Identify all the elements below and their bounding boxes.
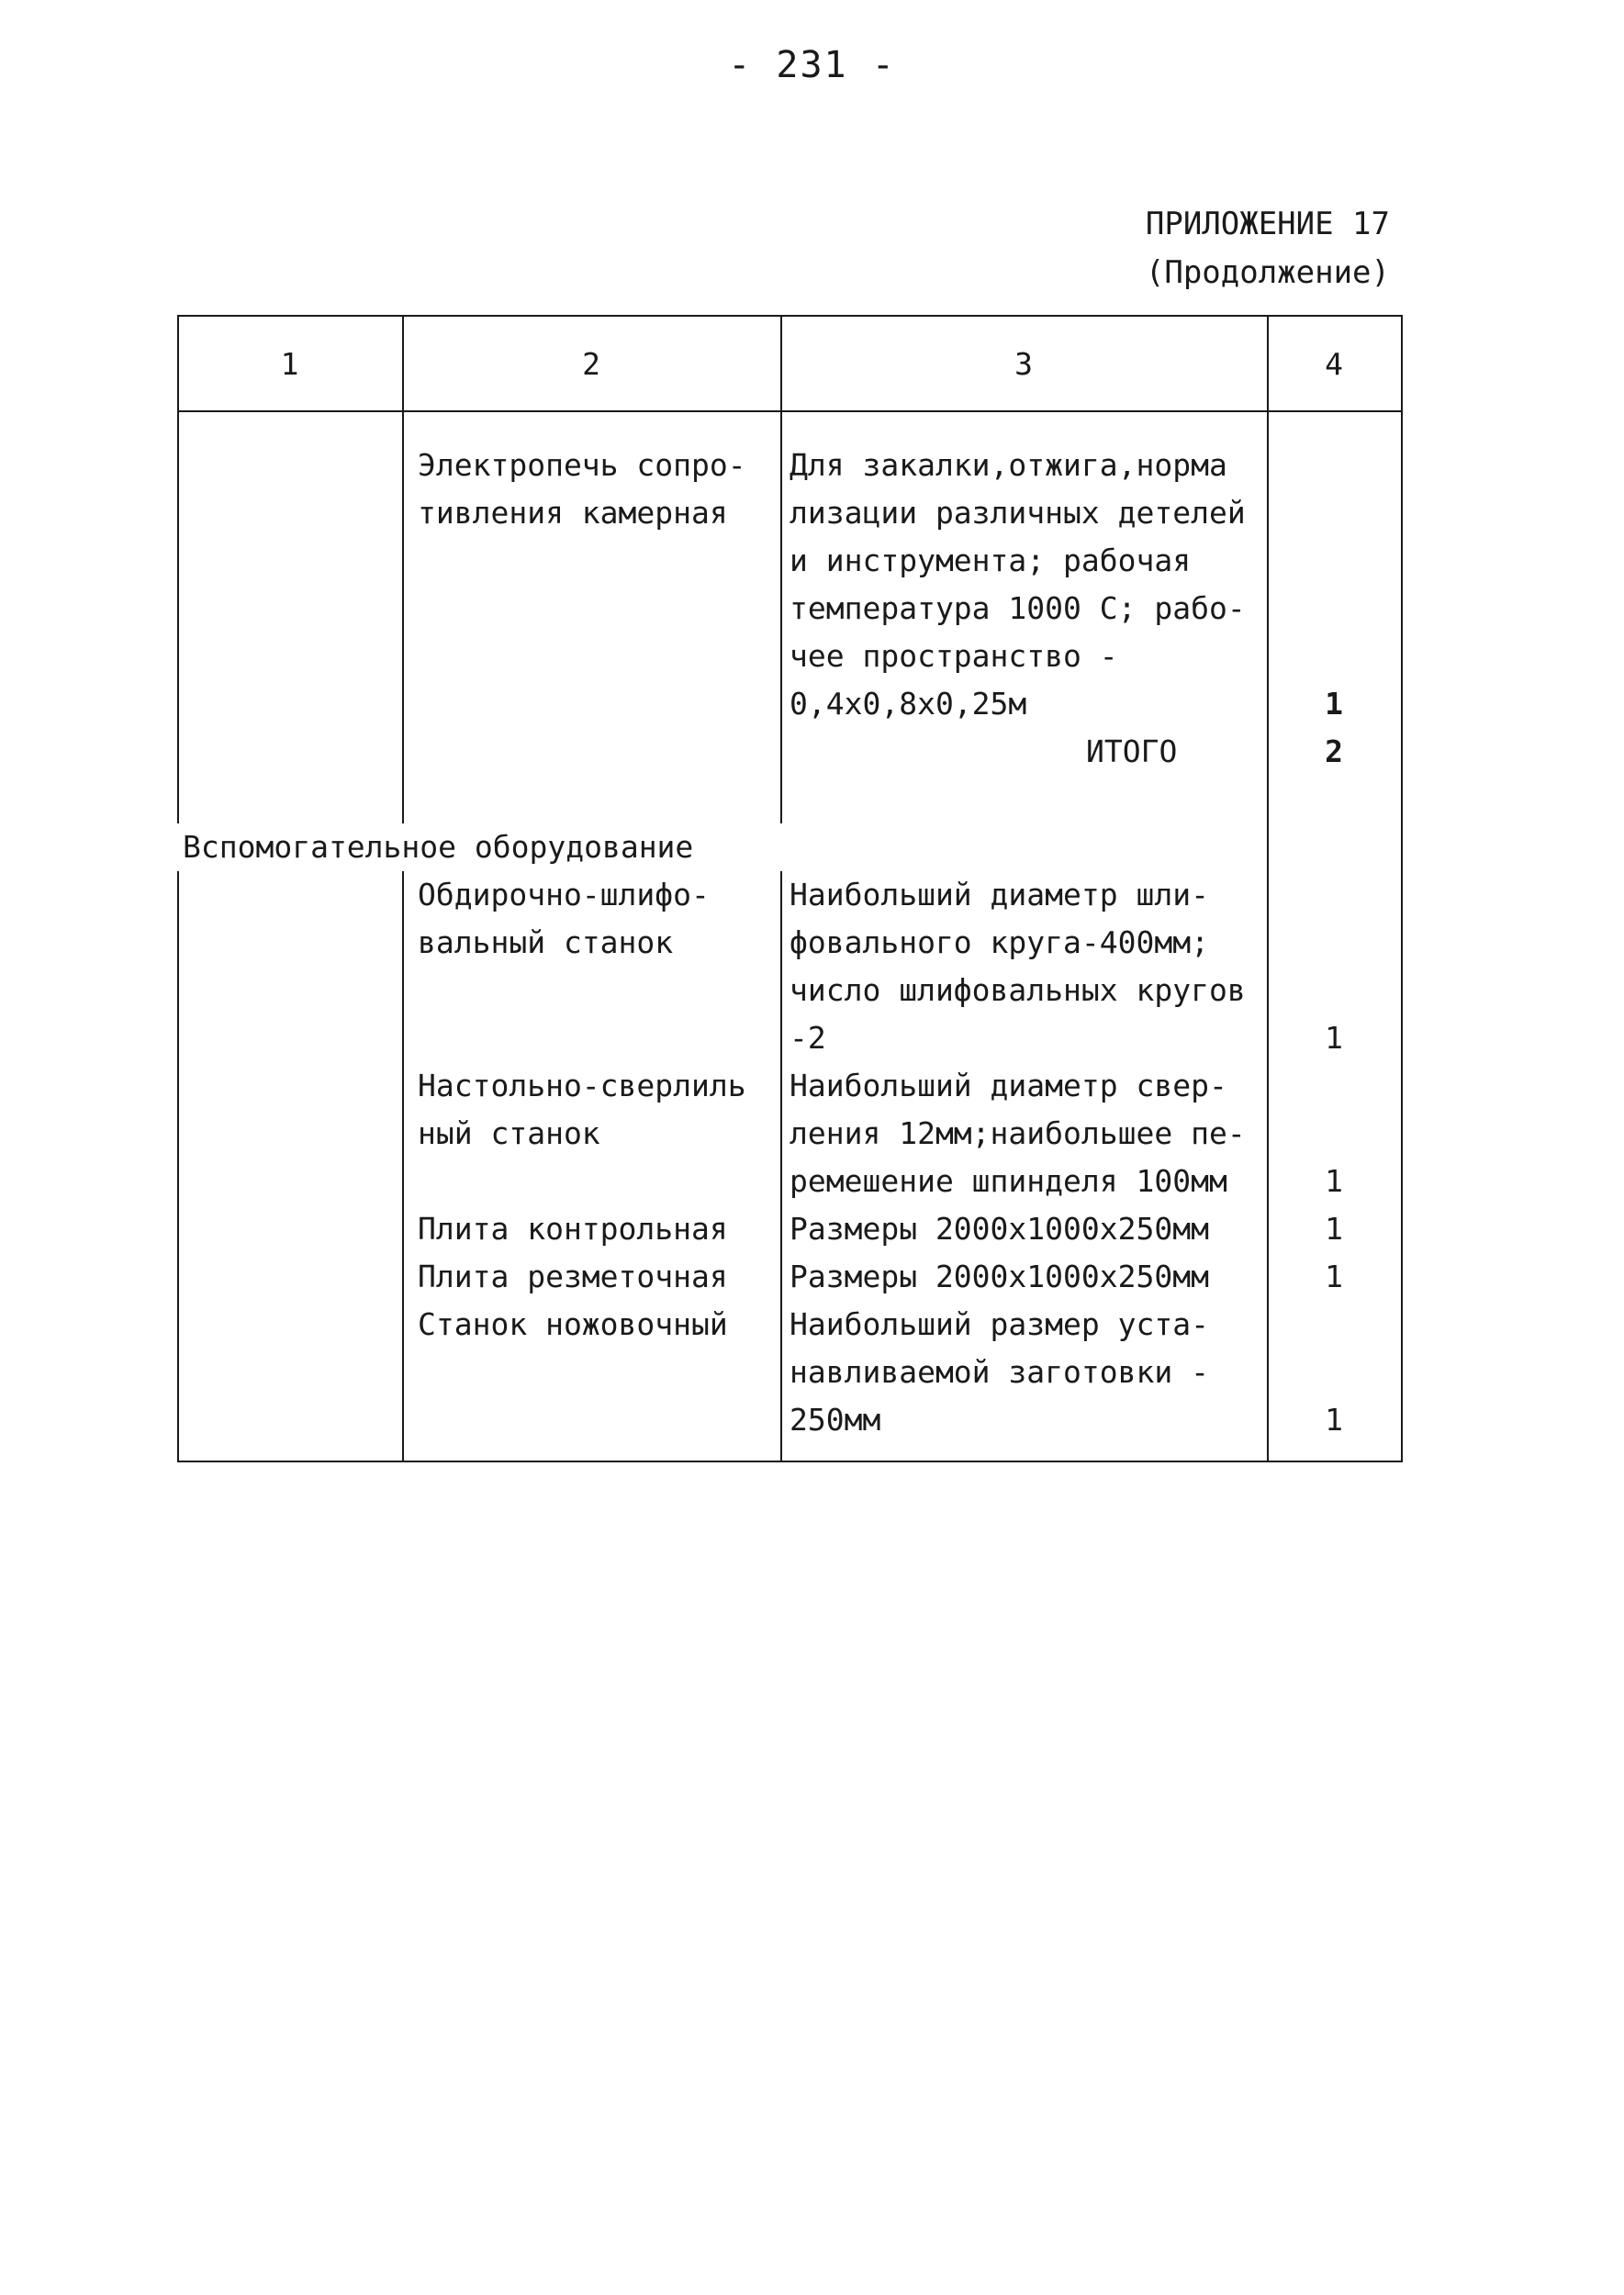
- cell-line: чее пространство -: [790, 638, 1118, 674]
- equipment-table: [177, 315, 1403, 1462]
- table-row-control-plate-qty: 1: [1325, 1211, 1343, 1247]
- cell-line: Наибольший диаметр шли-: [790, 877, 1209, 912]
- table-row-marking-plate-qty: 1: [1325, 1259, 1343, 1294]
- cell-line: температура 1000 С; рабо-: [790, 590, 1246, 626]
- header-cell-2: 2: [582, 346, 600, 382]
- section-heading-text: Вспомогательное оборудование: [183, 829, 694, 865]
- cell-line: -2: [790, 1020, 826, 1056]
- header-cell-4: 4: [1325, 346, 1343, 382]
- table-row-marking-plate-spec: Размеры 2000х1000х250мм: [790, 1259, 1209, 1294]
- cell-line: и инструмента; рабочая: [790, 543, 1192, 578]
- cell-line: ный станок: [418, 1115, 600, 1151]
- table-row-hacksaw-machine-name: Станок ножовочный: [418, 1306, 728, 1342]
- table-border-top: [177, 315, 1403, 317]
- cell-line: навливаемой заготовки -: [790, 1354, 1209, 1390]
- cell-line: вальный станок: [418, 924, 674, 960]
- cell-line: ления 12мм;наибольшее пе-: [790, 1115, 1246, 1151]
- cell-line: Обдирочно-шлифо-: [418, 877, 710, 912]
- appendix-heading: [1146, 200, 1390, 297]
- table-row-hacksaw-machine-spec: [790, 1301, 1209, 1444]
- cell-line: ремешение шпинделя 100мм: [790, 1163, 1227, 1199]
- table-row-control-plate-spec: Размеры 2000х1000х250мм: [790, 1211, 1209, 1247]
- cell-line: фовального круга-400мм;: [790, 924, 1209, 960]
- total-value: 2: [1325, 733, 1343, 769]
- header-divider: [177, 410, 1403, 412]
- appendix-title: ПРИЛОЖЕНИЕ 17: [1145, 206, 1390, 242]
- header-cell-1: 1: [280, 346, 299, 382]
- cell-line: 250мм: [790, 1402, 881, 1438]
- table-row-electric-furnace-name: [418, 442, 746, 537]
- table-row-grinding-machine-name: [418, 871, 710, 967]
- table-border-left: [177, 315, 179, 1462]
- table-row-hacksaw-machine-qty: 1: [1325, 1402, 1343, 1438]
- table-row-drilling-machine-name: [418, 1062, 746, 1158]
- table-row-drilling-machine-qty: 1: [1325, 1163, 1343, 1199]
- cell-line: Электропечь сопро-: [418, 447, 746, 483]
- cell-line: Наибольший диаметр свер-: [790, 1068, 1227, 1103]
- table-row-control-plate-name: Плита контрольная: [418, 1211, 728, 1247]
- table-row-grinding-machine-spec: [790, 871, 1246, 1062]
- column-divider-2: [780, 315, 782, 1462]
- cell-line: Наибольший размер уста-: [790, 1306, 1209, 1342]
- table-border-right: [1401, 315, 1403, 1462]
- page-number: - 231 -: [728, 44, 896, 86]
- table-row-electric-furnace-spec: [790, 442, 1246, 728]
- table-row-electric-furnace-qty: 1: [1325, 686, 1343, 722]
- column-divider-1: [402, 315, 404, 1462]
- cell-line: число шлифовальных кругов: [790, 972, 1246, 1008]
- section-heading-auxiliary-equipment: [177, 823, 786, 871]
- total-label: ИТОГО: [1086, 733, 1178, 769]
- table-row-marking-plate-name: Плита резметочная: [418, 1259, 728, 1294]
- table-row-grinding-machine-qty: 1: [1325, 1020, 1343, 1056]
- header-cell-3: 3: [1014, 346, 1033, 382]
- table-row-drilling-machine-spec: [790, 1062, 1246, 1205]
- appendix-note: (Продолжение): [1145, 254, 1390, 291]
- cell-line: Настольно-сверлиль: [418, 1068, 746, 1103]
- cell-line: лизации различных детелей: [790, 495, 1246, 531]
- cell-line: тивления камерная: [418, 495, 728, 531]
- cell-line: Для закалки,отжига,норма: [790, 447, 1227, 483]
- cell-line: 0,4х0,8х0,25м: [790, 686, 1027, 722]
- table-border-bottom: [177, 1461, 1403, 1462]
